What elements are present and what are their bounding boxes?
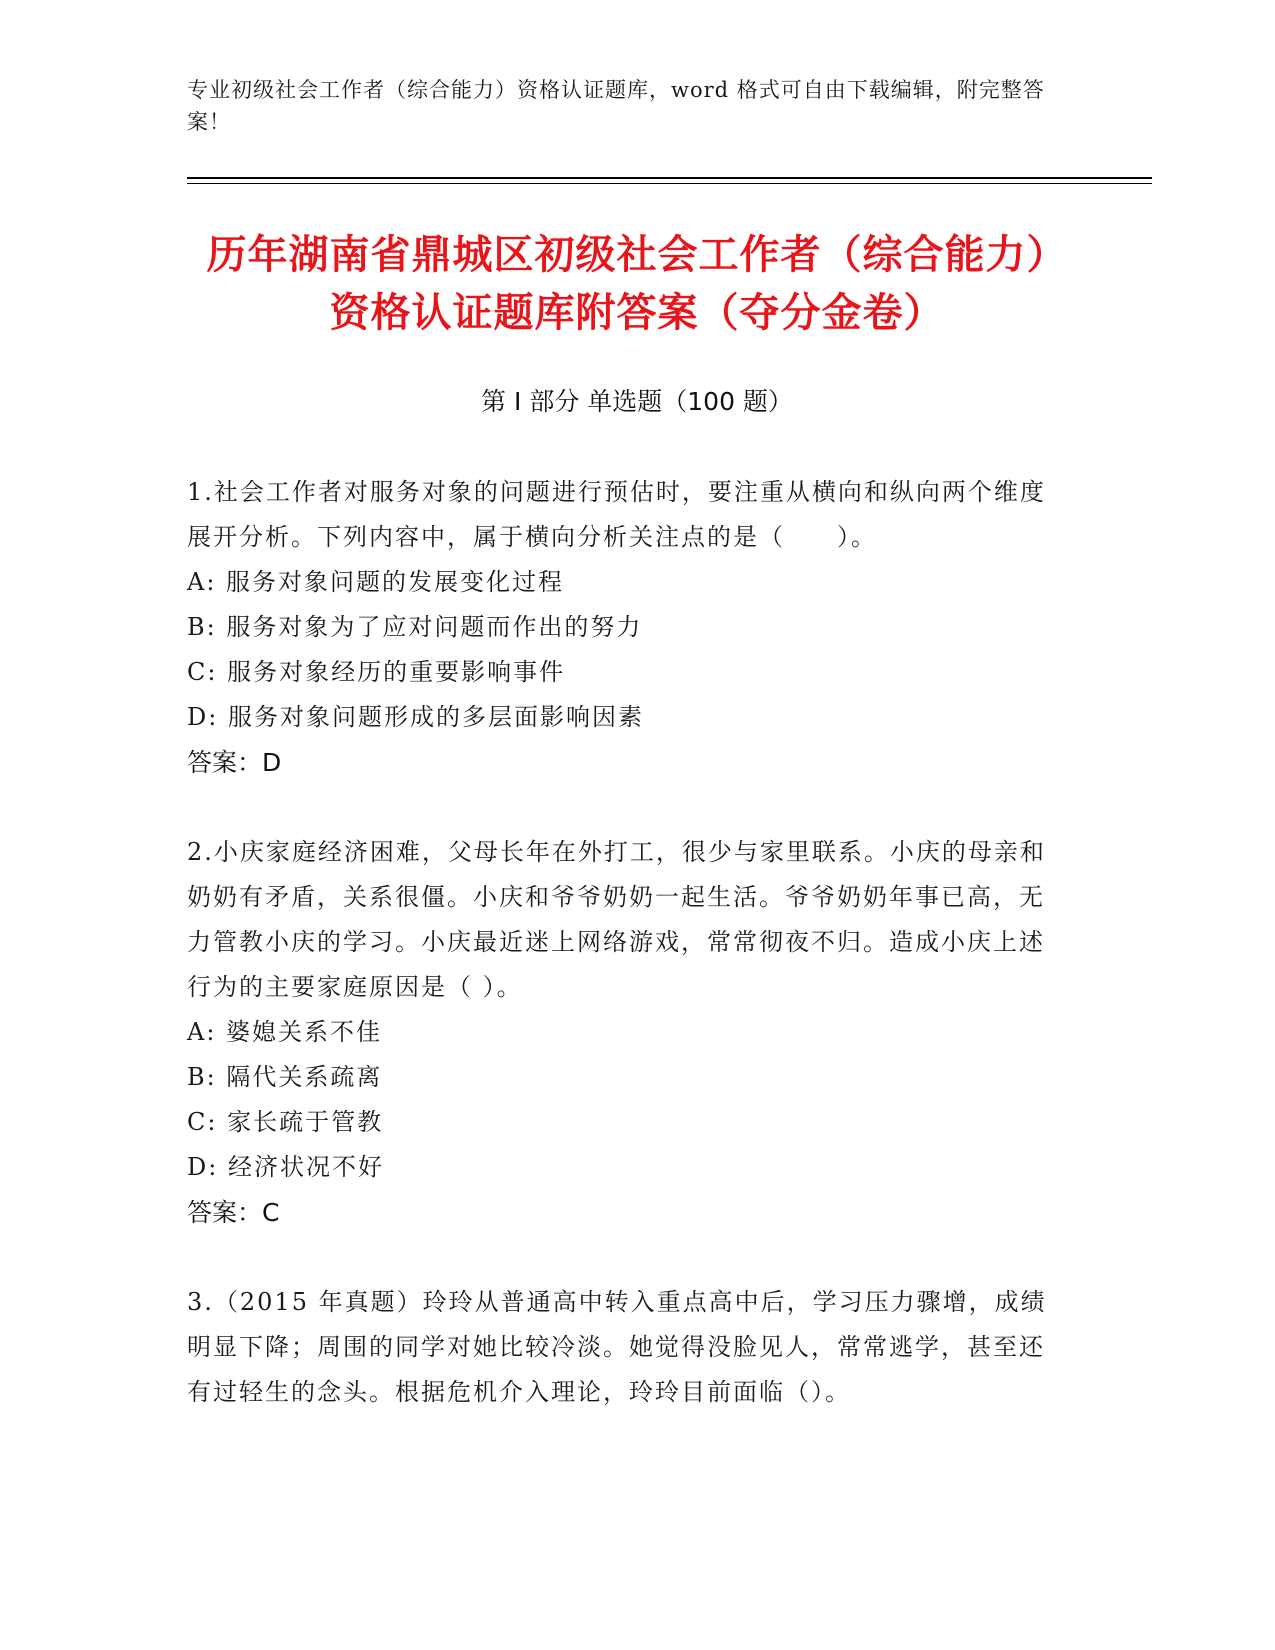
answer-line: 答案：D <box>187 748 282 777</box>
header-note: 专业初级社会工作者（综合能力）资格认证题库，word 格式可自由下载编辑，附完整答案！ <box>187 78 1045 134</box>
option-c: C: 家长疏于管教 <box>187 1108 384 1136</box>
header-divider-thin <box>187 183 1152 184</box>
option-c: C: 服务对象经历的重要影响事件 <box>187 658 566 686</box>
question-text: 2.小庆家庭经济困难，父母长年在外打工，很少与家里联系。小庆的母亲和奶奶有矛盾，关系很僵。小庆和爷爷奶奶一起生活。爷爷奶奶年事已高，无力管教小庆的学习。小庆最近迷上网络游戏，常常彻夜不归。造成小庆上述行为的主要家庭原因是（ ）。 <box>187 838 1046 1001</box>
question-text: 3.（2015 年真题）玲玲从普通高中转入重点高中后，学习压力骤增，成绩明显下降；周围的同学对她比较冷淡。她觉得没脸见人，常常逃学，甚至还有过轻生的念头。根据危机介入理论，玲玲目前面临（）。 <box>187 1288 1047 1406</box>
option-b: B: 服务对象为了应对问题而作出的努力 <box>187 613 643 641</box>
section-title: 第 I 部分 单选题（100 题） <box>481 387 793 416</box>
header-divider <box>187 177 1152 179</box>
question-item <box>187 1280 1067 1415</box>
option-a: A: 服务对象问题的发展变化过程 <box>187 568 565 596</box>
question-item <box>187 830 1067 1235</box>
option-a: A: 婆媳关系不佳 <box>187 1018 383 1046</box>
option-b: B: 隔代关系疏离 <box>187 1063 383 1091</box>
question-text: 1.社会工作者对服务对象的问题进行预估时，要注重从横向和纵向两个维度展开分析。下列内容中，属于横向分析关注点的是（ ）。 <box>187 478 1046 551</box>
answer-line: 答案：C <box>187 1198 280 1227</box>
document-title: 历年湖南省鼎城区初级社会工作者（综合能力）资格认证题库附答案（夺分金卷） <box>206 232 1068 336</box>
question-list <box>187 470 1067 1460</box>
option-d: D: 服务对象问题形成的多层面影响因素 <box>187 703 644 731</box>
option-d: D: 经济状况不好 <box>187 1153 384 1181</box>
question-item <box>187 470 1067 785</box>
